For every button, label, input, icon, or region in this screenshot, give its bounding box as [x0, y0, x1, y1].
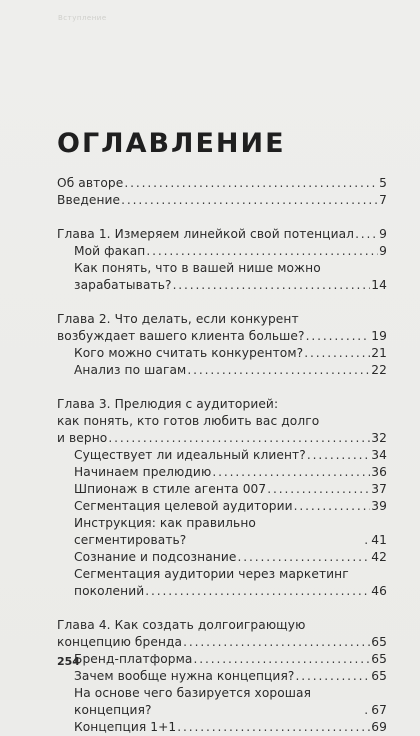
toc-entry-title: Инструкция: как правильно сегментировать?	[74, 516, 256, 547]
toc-section-1-2[interactable]	[57, 260, 387, 294]
dot-leader	[173, 277, 371, 294]
dot-leader	[146, 243, 378, 260]
spacer	[57, 379, 387, 396]
toc-entry-title: Глава 1. Измеряем линейкой свой потенциал	[57, 227, 355, 241]
toc-entry-page: 36	[371, 465, 387, 479]
toc-section-4-3[interactable]	[57, 685, 387, 719]
toc-entry-page: 42	[371, 550, 387, 564]
toc-entry-title: Бренд-платформа	[74, 652, 193, 666]
toc-section-3-2[interactable]	[57, 464, 387, 481]
toc-entry-title-line: Глава 4. Как создать долгоиграющую	[57, 618, 306, 632]
toc-entry-title-line: Глава 3. Прелюдия с аудиторией:	[57, 397, 279, 411]
dot-leader	[194, 651, 371, 668]
spacer	[57, 600, 387, 617]
toc-section-3-3[interactable]	[57, 481, 387, 498]
dot-leader	[187, 362, 370, 379]
toc-entry-title-line: Как понять, что в вашей нише можно	[74, 261, 321, 275]
toc-entry-title: Начинаем прелюдию	[74, 465, 212, 479]
dot-leader	[267, 481, 370, 498]
toc-entry-page: 9	[379, 244, 387, 258]
toc-entry-page: 69	[371, 720, 387, 734]
toc-section-2-1[interactable]	[57, 345, 387, 362]
dot-leader	[364, 702, 370, 719]
toc-entry-title: Введение	[57, 193, 121, 207]
toc-entry-title-line: и верно	[57, 431, 108, 445]
toc-section-4-2[interactable]	[57, 668, 387, 685]
toc-entry-title: Об авторе	[57, 176, 124, 190]
toc-entry-page: 65	[371, 652, 387, 666]
toc-entry-title-line: как понять, кто готов любить вас долго	[57, 414, 320, 428]
toc-entry-introduction[interactable]	[57, 192, 387, 209]
toc-entry-title-line: зарабатывать?	[74, 278, 172, 292]
toc-entry-title: Концепция 1+1	[74, 720, 177, 734]
toc-entry-page: 65	[371, 669, 387, 683]
toc-chapter-3[interactable]	[57, 396, 387, 447]
toc-entry-page: 14	[371, 278, 387, 292]
toc-entry-page: 9	[379, 227, 387, 241]
dot-leader	[212, 464, 370, 481]
toc-entry-page: 19	[371, 329, 387, 343]
dot-leader	[355, 226, 378, 243]
toc-entry-title: Мой факап	[74, 244, 146, 258]
toc-entry-about-author[interactable]	[57, 175, 387, 192]
dot-leader	[237, 549, 370, 566]
toc-entry-page: 67	[371, 703, 387, 717]
toc-entry-page: 32	[371, 431, 387, 445]
dot-leader	[307, 447, 370, 464]
toc-entry-page: 37	[371, 482, 387, 496]
dot-leader	[108, 430, 370, 447]
table-of-contents	[57, 175, 387, 736]
toc-section-3-6[interactable]	[57, 549, 387, 566]
toc-chapter-2[interactable]	[57, 311, 387, 345]
toc-entry-title-line: Сегментация аудитории через маркетинг	[74, 567, 349, 581]
toc-entry-page: 5	[379, 176, 387, 190]
toc-entry-title: Анализ по шагам	[74, 363, 187, 377]
toc-section-4-4[interactable]	[57, 719, 387, 736]
toc-entry-title: Сознание и подсознание	[74, 550, 237, 564]
toc-section-3-1[interactable]	[57, 447, 387, 464]
dot-leader	[364, 532, 370, 549]
spacer	[57, 209, 387, 226]
toc-section-3-5[interactable]	[57, 515, 387, 549]
toc-entry-title-line: возбуждает вашего клиента больше?	[57, 329, 305, 343]
dot-leader	[177, 719, 370, 736]
spacer	[57, 294, 387, 311]
toc-entry-title: Зачем вообще нужна концепция?	[74, 669, 295, 683]
toc-chapter-1[interactable]	[57, 226, 387, 243]
toc-section-4-1[interactable]	[57, 651, 387, 668]
toc-entry-title-line: Глава 2. Что делать, если конкурент	[57, 312, 299, 326]
toc-entry-page: 21	[371, 346, 387, 360]
dot-leader	[306, 328, 371, 345]
toc-chapter-4[interactable]	[57, 617, 387, 651]
toc-entry-page: 39	[371, 499, 387, 513]
dot-leader	[294, 498, 371, 515]
toc-entry-title: Существует ли идеальный клиент?	[74, 448, 306, 462]
dot-leader	[124, 175, 378, 192]
dot-leader	[304, 345, 370, 362]
toc-section-3-7[interactable]	[57, 566, 387, 600]
dot-leader	[145, 583, 370, 600]
toc-section-2-2[interactable]	[57, 362, 387, 379]
page-number: 254	[57, 655, 80, 668]
toc-entry-title: Кого можно считать конкурентом?	[74, 346, 304, 360]
dot-leader	[121, 192, 378, 209]
toc-section-1-1[interactable]	[57, 243, 387, 260]
toc-entry-title-line: концепцию бренда	[57, 635, 183, 649]
toc-entry-title: Сегментация целевой аудитории	[74, 499, 293, 513]
toc-entry-page: 65	[371, 635, 387, 649]
toc-entry-page: 34	[371, 448, 387, 462]
toc-section-3-4[interactable]	[57, 498, 387, 515]
toc-entry-page: 22	[371, 363, 387, 377]
toc-entry-title-line: поколений	[74, 584, 145, 598]
dot-leader	[183, 634, 370, 651]
toc-entry-title: На основе чего базируется хорошая концепция?	[74, 686, 312, 717]
dot-leader	[295, 668, 370, 685]
toc-entry-title: Шпионаж в стиле агента 007	[74, 482, 267, 496]
running-head: Вступление	[58, 14, 107, 22]
toc-entry-page: 41	[371, 533, 387, 547]
toc-entry-page: 7	[379, 193, 387, 207]
toc-entry-page: 46	[371, 584, 387, 598]
page-title: ОГЛАВЛЕНИЕ	[57, 128, 286, 159]
